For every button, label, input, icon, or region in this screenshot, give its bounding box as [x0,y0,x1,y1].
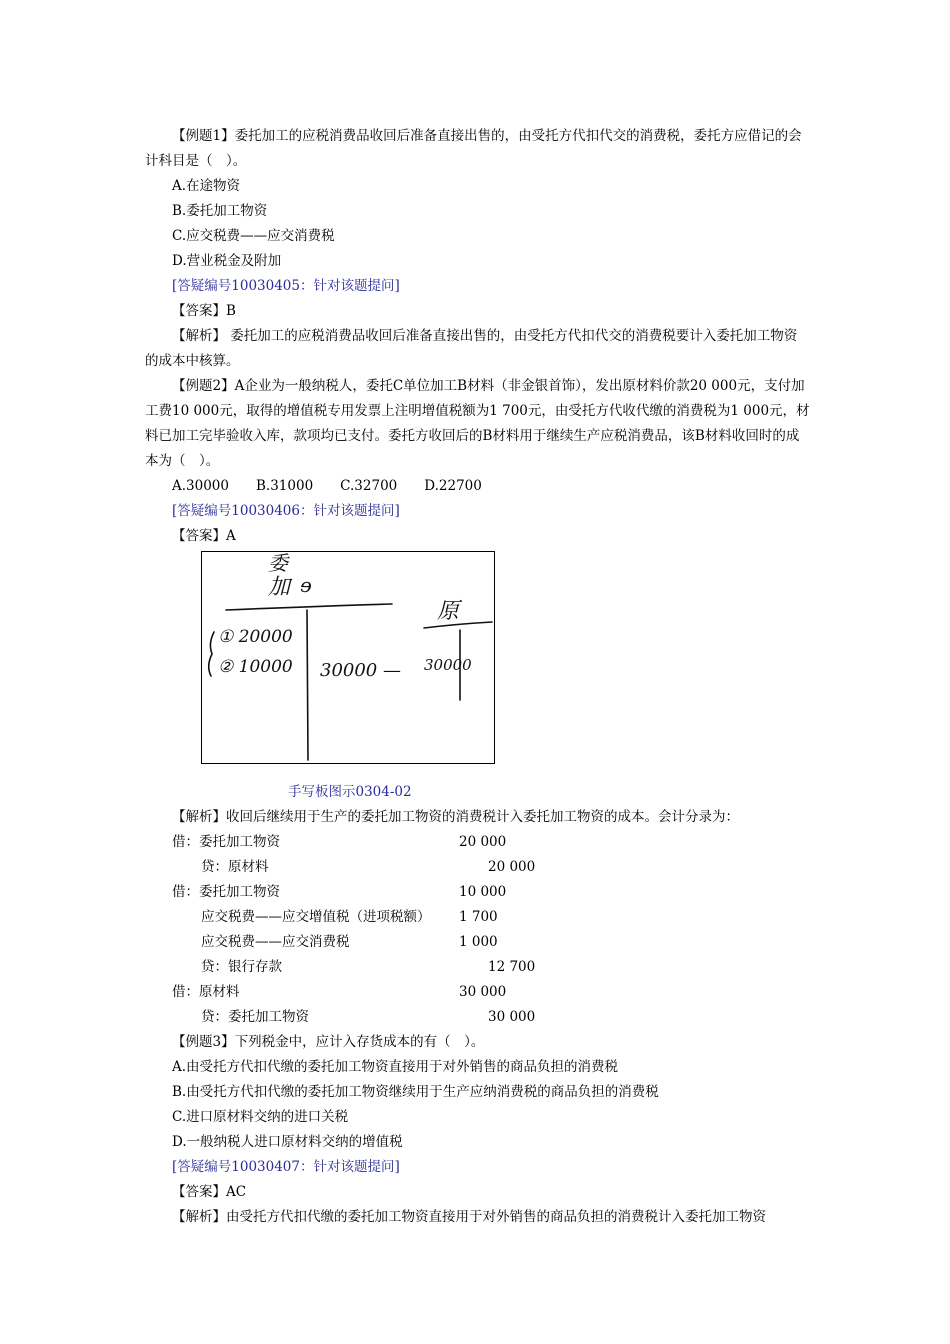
example1-option-a: A.在途物资 [172,178,241,194]
example3-option-a: A.由受托方代扣代缴的委托加工物资直接用于对外销售的商品负担的消费税 [172,1059,619,1075]
handwriting-caption: 手写板图示0304-02 [288,784,412,800]
entry-account: 应交税费——应交消费税 [201,934,350,950]
example3-answer: 【答案】AC [172,1184,247,1200]
example2-qa-link[interactable]: [答疑编号10030406：针对该题提问] [172,503,400,519]
entry-debit: 30 000 [459,984,507,1000]
example2-question: 【例题2】A企业为一般纳税人，委托C单位加工B材料（非金银首饰），发出原材料价款20 000元，支付加工费10 000元，取得的增值税专用发票上注明增值税额为1 700元，由受托方代收代缴的消费税为1 000元，材料已加工完毕验收入库，款项均已支付。委托方收回后的B材料用于继续生产应税消费品，该B材料收回时的成本为（ ）。 [145,378,810,469]
entry-account: 贷：原材料 [201,859,269,875]
handwriting-sketch [202,552,494,763]
entry-account: 借：委托加工物资 [172,884,280,900]
example2-option-b: B.31000 [256,478,314,494]
hw-label-right: 原 [437,599,460,624]
example1-answer: 【答案】B [172,303,236,319]
journal-entry-row [145,980,810,1005]
t-account-left-top-line [226,604,392,610]
example2-answer: 【答案】A [172,528,236,544]
example3-analysis: 【解析】由受托方代扣代缴的委托加工物资直接用于对外销售的商品负担的消费税计入委托加工物资 [172,1209,766,1225]
example3-option-c: C.进口原材料交纳的进口关税 [172,1109,349,1125]
t-account-left-vertical [307,610,308,760]
example2-option-d: D.22700 [424,478,482,494]
entry-account: 贷：银行存款 [201,959,282,975]
example2-analysis: 【解析】收回后继续用于生产的委托加工物资的消费税计入委托加工物资的成本。会计分录为： [172,809,739,825]
journal-entry-row [145,880,810,905]
example1-option-c: C.应交税费——应交消费税 [172,228,335,244]
hw-right-amount: 30000 [424,656,472,674]
entry-credit: 30 000 [488,1009,536,1025]
hw-label-top: 委 [268,552,288,575]
entry-account: 贷：委托加工物资 [201,1009,309,1025]
example2-option-c: C.32700 [340,478,398,494]
example3-qa-link[interactable]: [答疑编号10030407：针对该题提问] [172,1159,400,1175]
example1-question: 【例题1】委托加工的应税消费品收回后准备直接出售的，由受托方代扣代交的消费税，委托方应借记的会计科目是（ ）。 [145,128,802,169]
example3-option-b: B.由受托方代扣代缴的委托加工物资继续用于生产应纳消费税的商品负担的消费税 [172,1084,659,1100]
entry-account: 借：原材料 [172,984,240,1000]
document-page [145,124,810,1230]
example1-option-b: B.委托加工物资 [172,203,268,219]
example3-question: 【例题3】下列税金中，应计入存货成本的有（ ）。 [172,1034,485,1050]
example1-analysis: 【解析】 委托加工的应税消费品收回后准备直接出售的，由受托方代扣代交的消费税要计入委托加工物资的成本中核算。 [145,328,798,369]
journal-entry-row [145,905,810,930]
entry-debit: 10 000 [459,884,507,900]
entry-account: 借：委托加工物资 [172,834,280,850]
example1-qa-link[interactable]: [答疑编号10030405：针对该题提问] [172,278,400,294]
hw-label-mid: 加 [268,575,291,600]
example2-option-a: A.30000 [172,478,229,494]
entry-debit: 1 000 [459,934,498,950]
entry-credit: 12 700 [488,959,536,975]
hw-left-line2: ② 10000 [218,657,293,677]
hw-mark-30: ɘ [300,573,312,597]
example2-options [145,474,810,499]
journal-entry-row [145,855,810,880]
entry-debit: 20 000 [459,834,507,850]
journal-entry-row [145,1005,810,1030]
entry-account: 应交税费——应交增值税（进项税额） [201,909,431,925]
entry-credit: 20 000 [488,859,536,875]
hw-left-line1: ① 20000 [218,627,293,647]
hw-center-amount: 30000 — [320,660,401,681]
entry-debit: 1 700 [459,909,498,925]
journal-entries [145,830,810,1030]
journal-entry-row [145,830,810,855]
journal-entry-row [145,955,810,980]
handwriting-board-image [201,551,495,764]
example1-option-d: D.营业税金及附加 [172,253,282,269]
journal-entry-row [145,930,810,955]
bracket-mark [209,632,214,676]
example3-option-d: D.一般纳税人进口原材料交纳的增值税 [172,1134,403,1150]
